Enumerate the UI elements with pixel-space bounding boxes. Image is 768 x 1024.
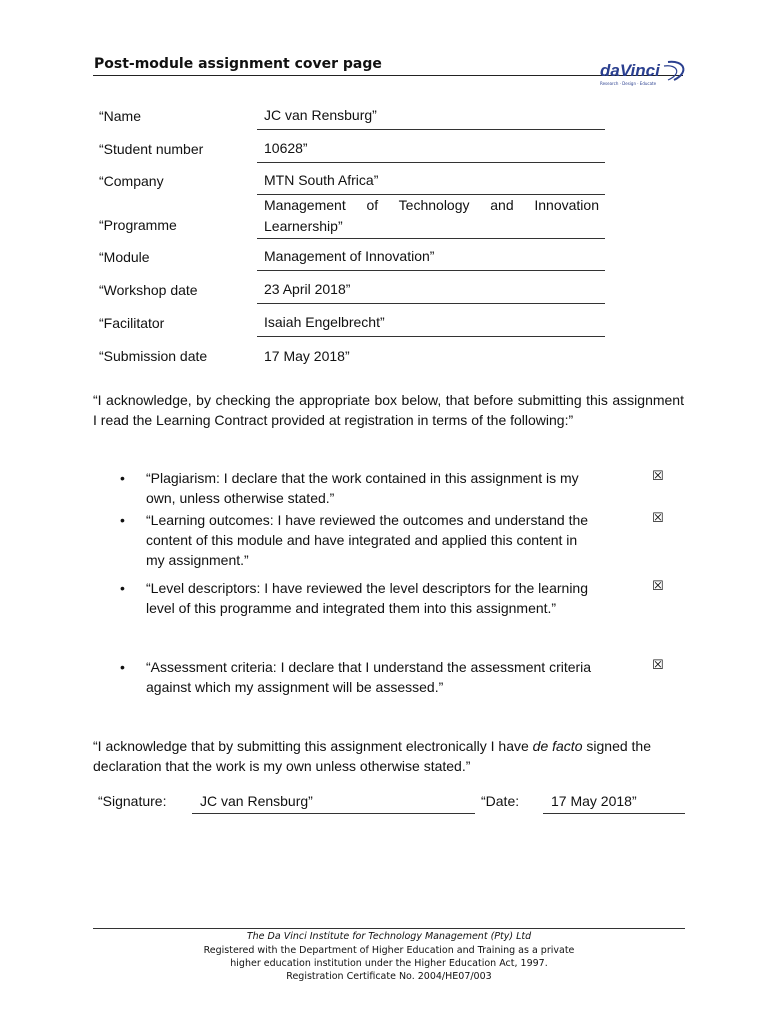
checked-box-icon[interactable]: ☒ (652, 579, 664, 594)
bullet: • (120, 470, 125, 486)
info-value: 23 April 2018” (257, 271, 605, 304)
info-label: “Facilitator (99, 315, 165, 331)
footer-institute-name: The Da Vinci Institute for Technology Management (Pty) Ltd (246, 931, 532, 942)
footer-divider (93, 928, 685, 929)
davinci-logo (598, 58, 688, 90)
info-label: “Module (99, 249, 150, 265)
info-label: “Submission date (99, 348, 208, 364)
info-row-company (93, 163, 605, 195)
info-label: “Student number (99, 141, 204, 157)
info-value: Isaiah Engelbrecht” (257, 304, 605, 337)
programme-line-2: Learnership” (264, 218, 343, 234)
checked-box-icon[interactable]: ☒ (652, 511, 664, 526)
info-row-programme (93, 195, 605, 239)
info-row-student-number (93, 130, 605, 163)
declaration-text: “Learning outcomes: I have reviewed the outcomes and understand the content of this module and have integrated and applied this content in my assignment.” (146, 512, 589, 568)
info-label: “Company (99, 173, 164, 189)
footer-certificate-number: Registration Certificate No. 2004/HE07/003 (286, 971, 492, 982)
info-row-facilitator (93, 304, 605, 337)
info-row-name (93, 100, 605, 130)
checked-box-icon[interactable]: ☒ (652, 469, 664, 484)
declaration-text: “Level descriptors: I have reviewed the level descriptors for the learning level of this programme and integrated them into this assignment.” (146, 580, 588, 616)
bullet: • (120, 580, 125, 596)
header-divider (93, 75, 683, 76)
date-field[interactable]: 17 May 2018” (543, 793, 685, 814)
cover-info-table (93, 100, 605, 367)
footer-registration-line: Registered with the Department of Higher Education and Training as a private (203, 945, 575, 956)
info-row-module (93, 239, 605, 271)
programme-line-1: Management of Technology and Innovation (264, 197, 599, 213)
checked-box-icon[interactable]: ☒ (652, 658, 664, 673)
info-label: “Name (99, 108, 142, 124)
logo-text: daVinci (600, 61, 660, 80)
declaration-text: “Plagiarism: I declare that the work contained in this assignment is my own, unless otherwise stated.” (146, 470, 579, 506)
info-label: “Workshop date (99, 282, 198, 298)
date-label: “Date: (481, 793, 520, 809)
signature-label: “Signature: (98, 793, 167, 809)
info-value: MTN South Africa” (257, 163, 605, 195)
page-title: Post-module assignment cover page (94, 56, 382, 72)
info-value: 10628” (257, 130, 605, 163)
bullet: • (120, 659, 125, 675)
final-text-after: signed the declaration that the work is my own unless otherwise stated.” (93, 738, 651, 774)
acknowledgement-paragraph: “I acknowledge, by checking the appropriate box below, that before submitting this assignment I read the Learning Contract provided at registration in terms of the following:” (93, 392, 684, 428)
final-text-italic: de facto (532, 738, 583, 754)
info-value: 17 May 2018” (264, 348, 350, 364)
final-text-before: “I acknowledge that by submitting this assignment electronically I have (93, 738, 533, 754)
info-row-submission-date (93, 337, 605, 367)
info-value: JC van Rensburg” (257, 100, 605, 130)
info-row-workshop-date (93, 271, 605, 304)
signature-field[interactable]: JC van Rensburg” (192, 793, 475, 814)
bullet: • (120, 512, 125, 528)
declaration-text: “Assessment criteria: I declare that I understand the assessment criteria against which my assignment will be assessed.” (146, 659, 592, 695)
info-label: “Programme (99, 217, 177, 233)
final-acknowledgement-paragraph (93, 736, 689, 776)
footer-act-line: higher education institution under the Higher Education Act, 1997. (230, 958, 548, 969)
logo-tagline: Research · Design · Educate (600, 81, 657, 86)
info-value (257, 195, 605, 239)
info-value: Management of Innovation” (257, 239, 605, 271)
